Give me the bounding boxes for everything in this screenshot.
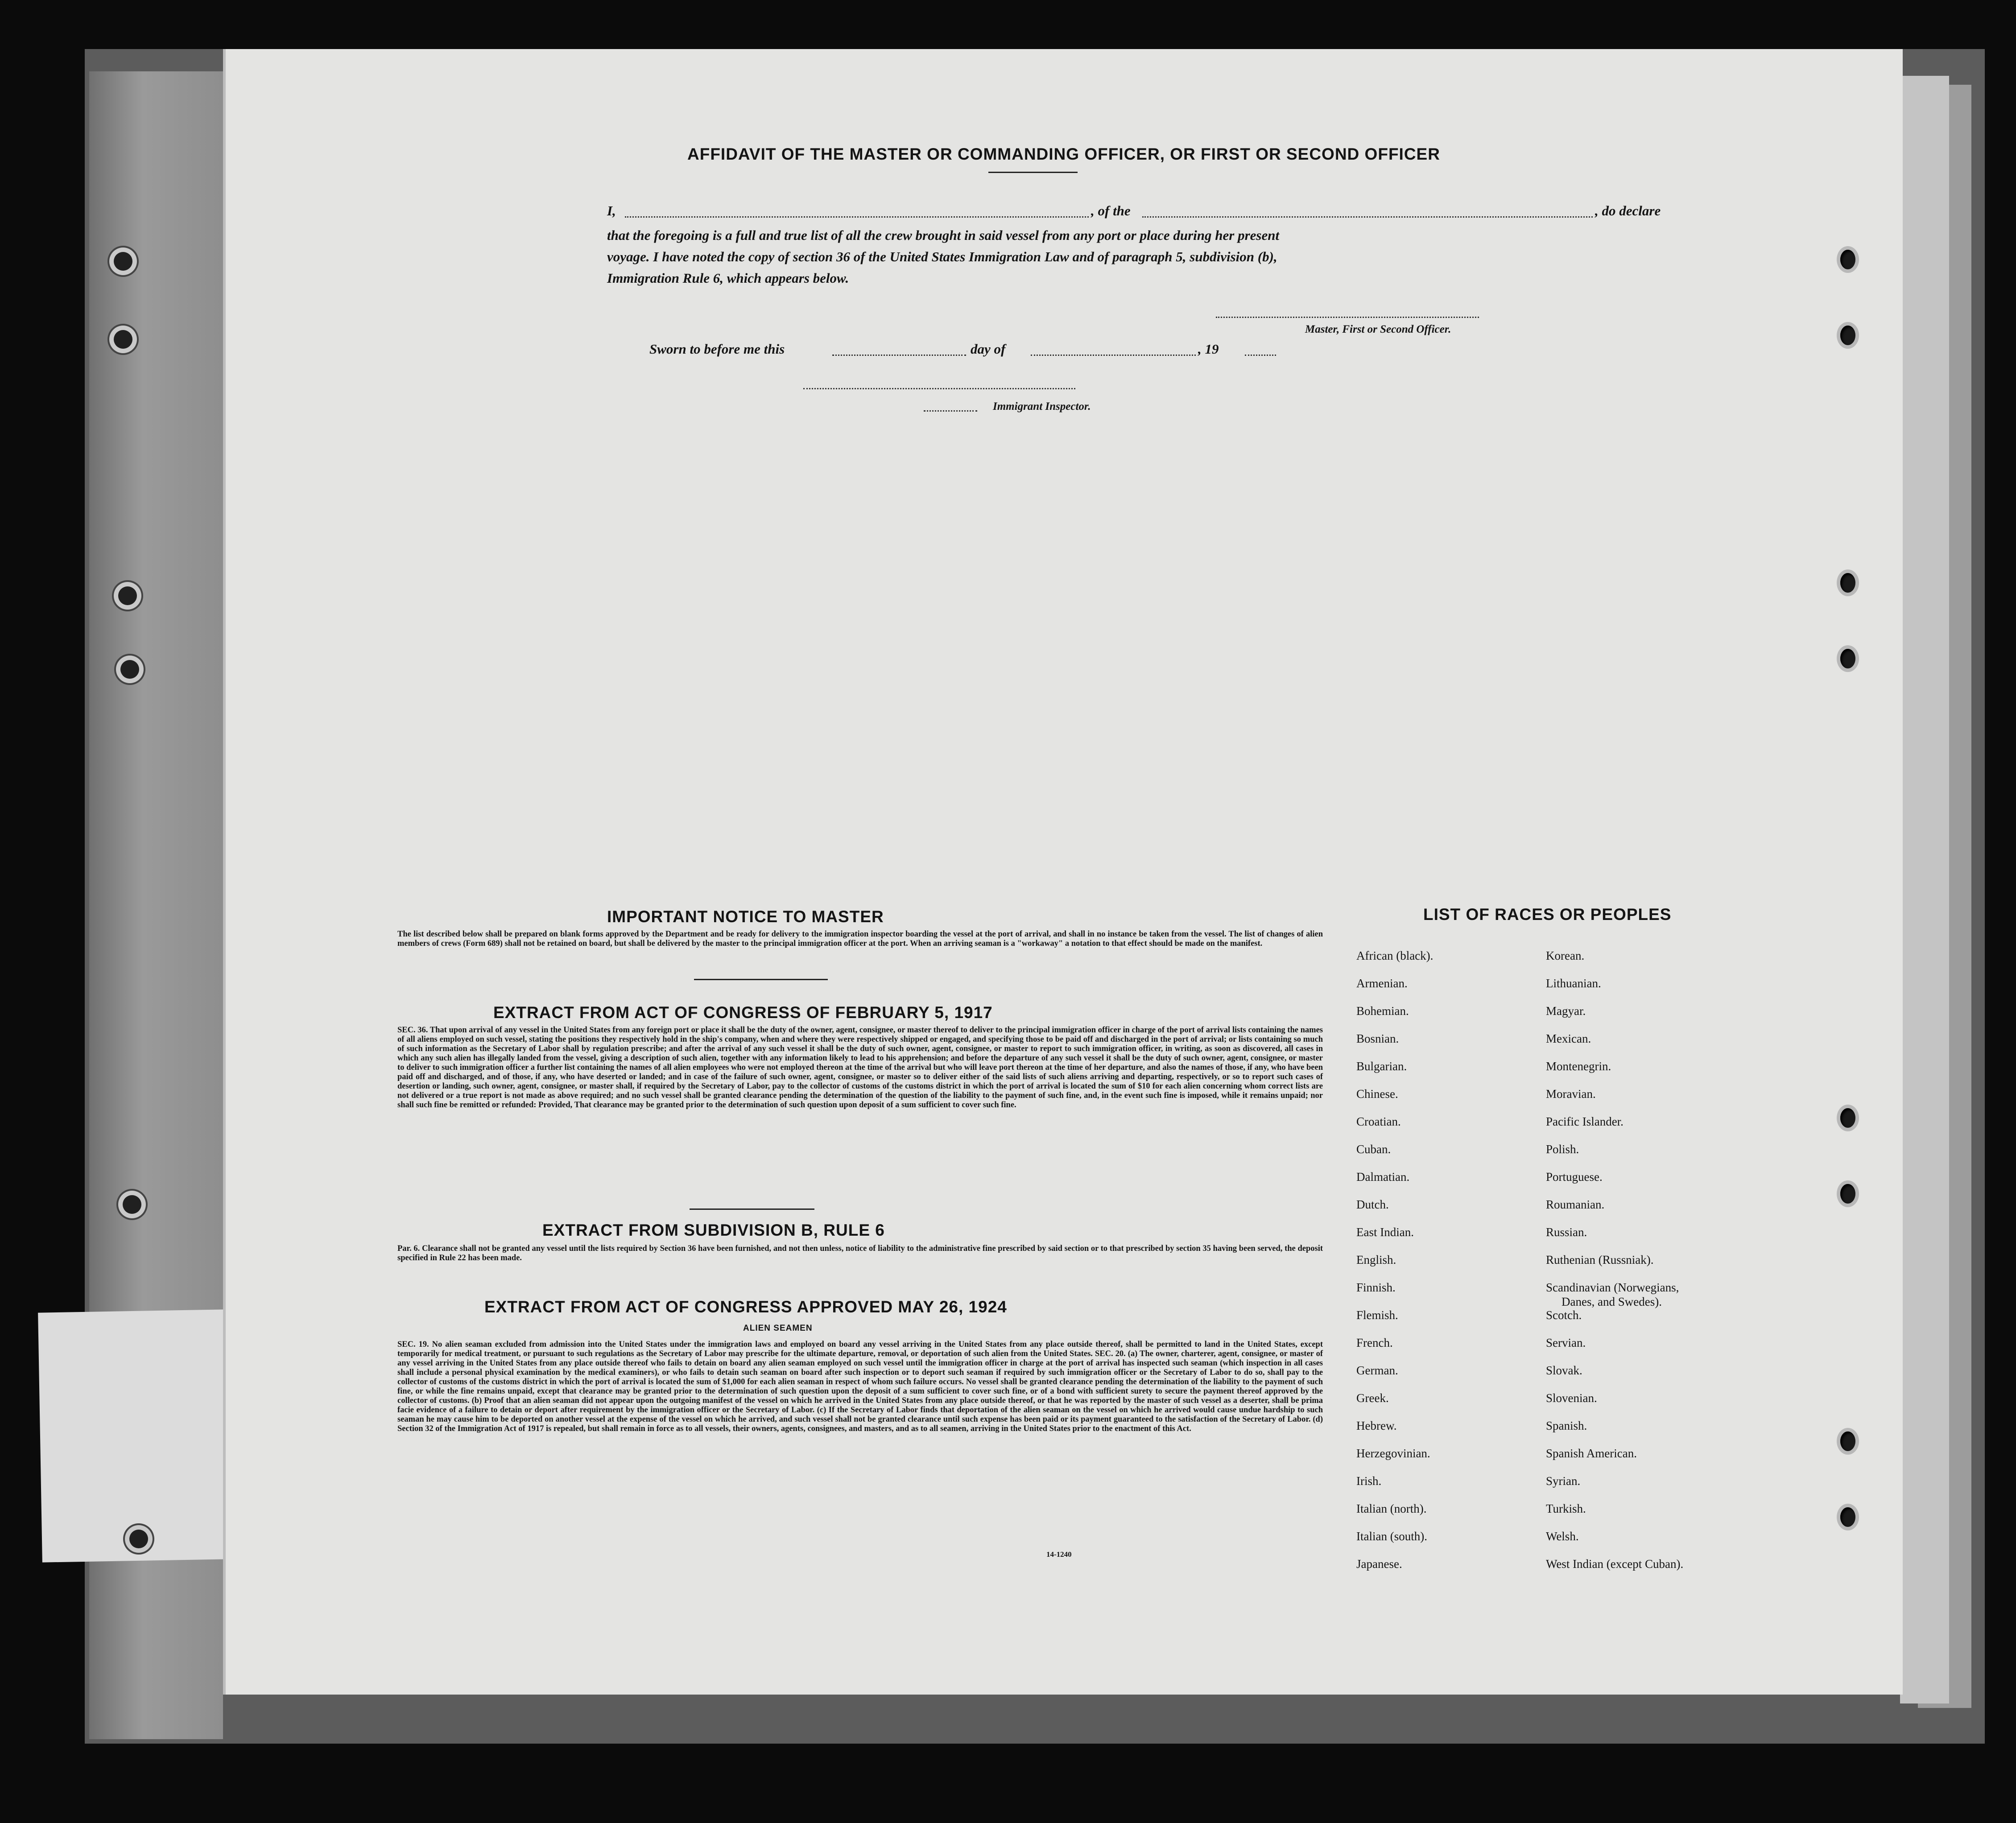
extract-1917-text: SEC. 36. That upon arrival of any vessel in the United States from any foreign port or place it shall be the duty of the owner, agent, consignee, or master thereof to deliver to the principal immigration officer in charge of the port of arrival lists containing the names of all aliens employed on such vessel, stating the positions they respectively hold in the ship's company, when and where they were respectively shipped or engaged, and specifying those to be paid off and discharged in the port of arrival; or lists containing so much of such information as the Secretary of Labor shall by regulation prescribe; and after the arrival of any such vessel it shall be the duty of such owner, agent, consignee, or master to report to such immigration officer, in writing, as soon as discovered, all cases in which any such alien has illegally landed from the vessel, giving a description of such alien, together with any information likely to lead to his apprehension; and before the departure of any such vessel it shall be the duty of such owner, agent, consignee, or master to deliver to such immigration officer a further list containing the names of all alien employees who were not employed thereon at the time of the arrival but who will leave port thereon at the time of her departure, and also the names of those, if any, who have been paid off and discharged, and of those, if any, who have deserted or landed; and in case of the failure of such owner, agent, consignee, or master so to deliver either of the said lists of such aliens arriving and departing, respectively, or so to report such cases of desertion or landing, such owner, agent, consignee, or master shall, if required by the Secretary of Labor, pay to the collector of customs of the customs district in which the port of arrival is located the sum of $10 for each alien concerning whom correct lists are not delivered or a true report is not made as above required; and no such vessel shall be granted clearance pending the determination of the question of the liability to the payment of such fine, and, in the event such fine is imposed, while it remains unpaid; nor shall such fine be remitted or refunded: Provided, That clearance may be granted prior to the determination of such question upon deposit of a sum sufficient to cover such fine.	[397, 1026, 1323, 1109]
race-entry: Danes, and Swedes).	[1562, 1295, 1662, 1308]
vessel-blank	[1142, 216, 1593, 218]
notice-title: IMPORTANT NOTICE TO MASTER	[607, 907, 884, 926]
punch-hole	[1840, 573, 1855, 593]
race-entry: Scandinavian (Norwegians,	[1546, 1281, 1679, 1294]
extract-1924-text: SEC. 19. No alien seaman excluded from admission into the United States under the immigration laws and employed on board any vessel arriving in the United States from any place outside thereof, shall be permitted to land in the United States, except temporarily for medical treatment, or pursuant to such regulations as the Secretary of Labor may prescribe for the ultimate departure, removal, or deportation of such alien from the United States. SEC. 20. (a) The owner, charterer, agent, consignee, or master of any vessel arriving in the United States from any place outside thereof who fails to detain on board any alien seaman employed on such vessel until the immigration officer in charge at the port of arrival has inspected such seaman (which inspection in all cases shall include a personal physical examination by the medical examiners), or who fails to detain such seaman on board after such inspection or to deport such seaman if required by such immigration officer or the Secretary of Labor to do so, shall pay to the collector of customs of the customs district in which the port of arrival is located the sum of $1,000 for each alien seaman in respect of whom such failure occurs. No vessel shall be granted clearance pending the determination of the liability to the payment of such fine, or while the fine remains unpaid, except that clearance may be granted prior to the determination of such question upon the deposit of a sum sufficient to cover such fine, or of a bond with sufficient surety to secure the payment thereof approved by the collector of customs. (b) Proof that an alien seaman did not appear upon the outgoing manifest of the vessel on which he arrived in the United States from any place outside thereof, or that he was reported by the master of such vessel as a deserter, shall be prima facie evidence of a failure to detain or deport after requirement by the immigration officer or the Secretary of Labor. (c) If the Secretary of Labor finds that deportation of the alien seaman on the vessel on which he arrived would cause undue hardship to such seaman he may cause him to be deported on another vessel at the expense of the vessel on which he arrived, and such vessel shall not be granted clearance until such expense has been paid or its payment guaranteed to the satisfaction of the Secretary of Labor. (d) Section 32 of the Immigration Act of 1917 is repealed, but shall remain in force as to all vessels, their owners, agents, consignees, and masters, and as to all seamen, arriving in the United States prior to the enactment of this Act.	[397, 1340, 1323, 1433]
sworn-day-blank	[832, 355, 966, 356]
race-entry: Japanese.	[1356, 1557, 1402, 1571]
form-number: 14-1240	[1046, 1550, 1072, 1559]
race-entry: Moravian.	[1546, 1087, 1596, 1101]
punch-hole	[1840, 1108, 1855, 1128]
race-entry: French.	[1356, 1336, 1393, 1349]
race-entry: Finnish.	[1356, 1281, 1396, 1294]
race-entry: Hebrew.	[1356, 1419, 1397, 1432]
race-entry: Syrian.	[1546, 1474, 1581, 1488]
punch-hole	[1840, 326, 1855, 345]
race-entry: Magyar.	[1546, 1004, 1586, 1018]
race-entry: Greek.	[1356, 1391, 1389, 1405]
punch-hole	[1840, 1507, 1855, 1527]
race-entry: Roumanian.	[1546, 1198, 1605, 1211]
race-entry: Dutch.	[1356, 1198, 1389, 1211]
race-entry: Spanish.	[1546, 1419, 1587, 1432]
binder-hole	[129, 1530, 148, 1548]
race-entry: Spanish American.	[1546, 1447, 1637, 1460]
binder-hole	[120, 660, 139, 679]
inspector-signature-label: Immigrant Inspector.	[993, 400, 1091, 412]
race-entry: Croatian.	[1356, 1115, 1401, 1128]
punch-hole	[1840, 1431, 1855, 1451]
race-entry: Italian (north).	[1356, 1502, 1427, 1515]
name-blank	[625, 216, 1089, 218]
extract-1924-title: EXTRACT FROM ACT OF CONGRESS APPROVED MAY 26, 1924	[484, 1298, 1007, 1316]
race-entry: Montenegrin.	[1546, 1060, 1611, 1073]
affidavit-line-1	[607, 203, 1740, 221]
sworn-text: Sworn to before me this	[649, 341, 785, 357]
race-entry: Portuguese.	[1546, 1170, 1603, 1184]
affidavit-do-declare: , do declare	[1595, 203, 1661, 219]
race-entry: West Indian (except Cuban).	[1546, 1557, 1684, 1571]
race-entry: East Indian.	[1356, 1225, 1414, 1239]
sworn-year: , 19	[1198, 341, 1219, 357]
affidavit-line-3: voyage. I have noted the copy of section 36 of the United States Immigration Law and of paragraph 5, subdivision (b),	[607, 249, 1277, 264]
race-entry: Slovenian.	[1546, 1391, 1597, 1405]
race-entry: Ruthenian (Russniak).	[1546, 1253, 1654, 1266]
race-entry: Slovak.	[1546, 1364, 1582, 1377]
punch-hole	[1840, 649, 1855, 668]
race-entry: Bulgarian.	[1356, 1060, 1407, 1073]
title-rule	[988, 172, 1078, 173]
sworn-year-blank	[1245, 355, 1276, 356]
race-entry: Irish.	[1356, 1474, 1382, 1488]
sworn-day-of: day of	[971, 341, 1006, 357]
race-entry: German.	[1356, 1364, 1398, 1377]
race-entry: Russian.	[1546, 1225, 1587, 1239]
race-entry: Turkish.	[1546, 1502, 1586, 1515]
extract-rule6-text: Par. 6. Clearance shall not be granted any vessel until the lists required by Section 36 have been furnished, and not then unless, notice of liability to the administrative fine prescribed by said section or to that prescribed by section 35 having been served, the deposit specified in Rule 22 has been made.	[397, 1244, 1323, 1262]
underlying-page-edge-2	[1900, 76, 1949, 1703]
alien-seamen-subtitle: ALIEN SEAMEN	[743, 1324, 813, 1333]
extract-rule6-title: EXTRACT FROM SUBDIVISION B, RULE 6	[542, 1221, 885, 1239]
races-title: LIST OF RACES OR PEOPLES	[1423, 905, 1672, 924]
race-entry: Bohemian.	[1356, 1004, 1409, 1018]
race-entry: Dalmatian.	[1356, 1170, 1410, 1184]
master-signature-line	[1216, 317, 1479, 318]
affidavit-i: I,	[607, 203, 616, 219]
affidavit-title: AFFIDAVIT OF THE MASTER OR COMMANDING OFFICER, OR FIRST OR SECOND OFFICER	[687, 145, 1440, 163]
race-entry: Italian (south).	[1356, 1530, 1427, 1543]
race-entry: Bosnian.	[1356, 1032, 1399, 1045]
race-entry: Herzegovinian.	[1356, 1447, 1430, 1460]
affidavit-line-2: that the foregoing is a full and true list of all the crew brought in said vessel from any port or place during her present	[607, 227, 1280, 243]
race-entry: Chinese.	[1356, 1087, 1398, 1101]
race-entry: Polish.	[1546, 1142, 1579, 1156]
race-entry: Korean.	[1546, 949, 1585, 962]
race-entry: Welsh.	[1546, 1530, 1579, 1543]
race-entry: Lithuanian.	[1546, 977, 1601, 990]
race-entry: Mexican.	[1546, 1032, 1591, 1045]
section-rule	[690, 1208, 814, 1210]
race-entry: African (black).	[1356, 949, 1434, 962]
binder-hole	[118, 586, 137, 605]
loose-paper-scrap	[38, 1309, 230, 1562]
race-entry: Flemish.	[1356, 1308, 1398, 1322]
manifest-page	[223, 49, 1903, 1695]
notice-text: The list described below shall be prepared on blank forms approved by the Department and be ready for delivery to the immigration inspector boarding the vessel at the port of arrival, and shall in no instance be taken from the vessel. The list of changes of alien members of crews (Form 689) shall not be retained on board, but shall be delivered by the master to the principal immigration officer at the port. When an arriving seaman is a "workaway" a notation to that effect should be made on the manifest.	[397, 930, 1323, 948]
punch-hole	[1840, 250, 1855, 269]
binder-hole	[114, 330, 132, 349]
affidavit-line-4: Immigration Rule 6, which appears below.	[607, 270, 849, 286]
race-entry: Scotch.	[1546, 1308, 1582, 1322]
race-entry: Cuban.	[1356, 1142, 1391, 1156]
affidavit-of-the: , of the	[1091, 203, 1131, 219]
race-entry: Servian.	[1546, 1336, 1586, 1349]
binder-hole	[123, 1195, 141, 1214]
binder-hole	[114, 252, 132, 271]
section-rule	[694, 979, 828, 980]
sworn-month-blank	[1031, 355, 1196, 356]
race-entry: Armenian.	[1356, 977, 1408, 990]
race-entry: English.	[1356, 1253, 1396, 1266]
punch-hole	[1840, 1184, 1855, 1204]
inspector-signature-line	[803, 388, 1075, 389]
master-signature-label: Master, First or Second Officer.	[1305, 323, 1451, 335]
inspector-lead-dots	[924, 410, 977, 412]
sworn-line	[649, 341, 1497, 359]
extract-1917-title: EXTRACT FROM ACT OF CONGRESS OF FEBRUARY 5, 1917	[493, 1003, 993, 1022]
race-entry: Pacific Islander.	[1546, 1115, 1624, 1128]
